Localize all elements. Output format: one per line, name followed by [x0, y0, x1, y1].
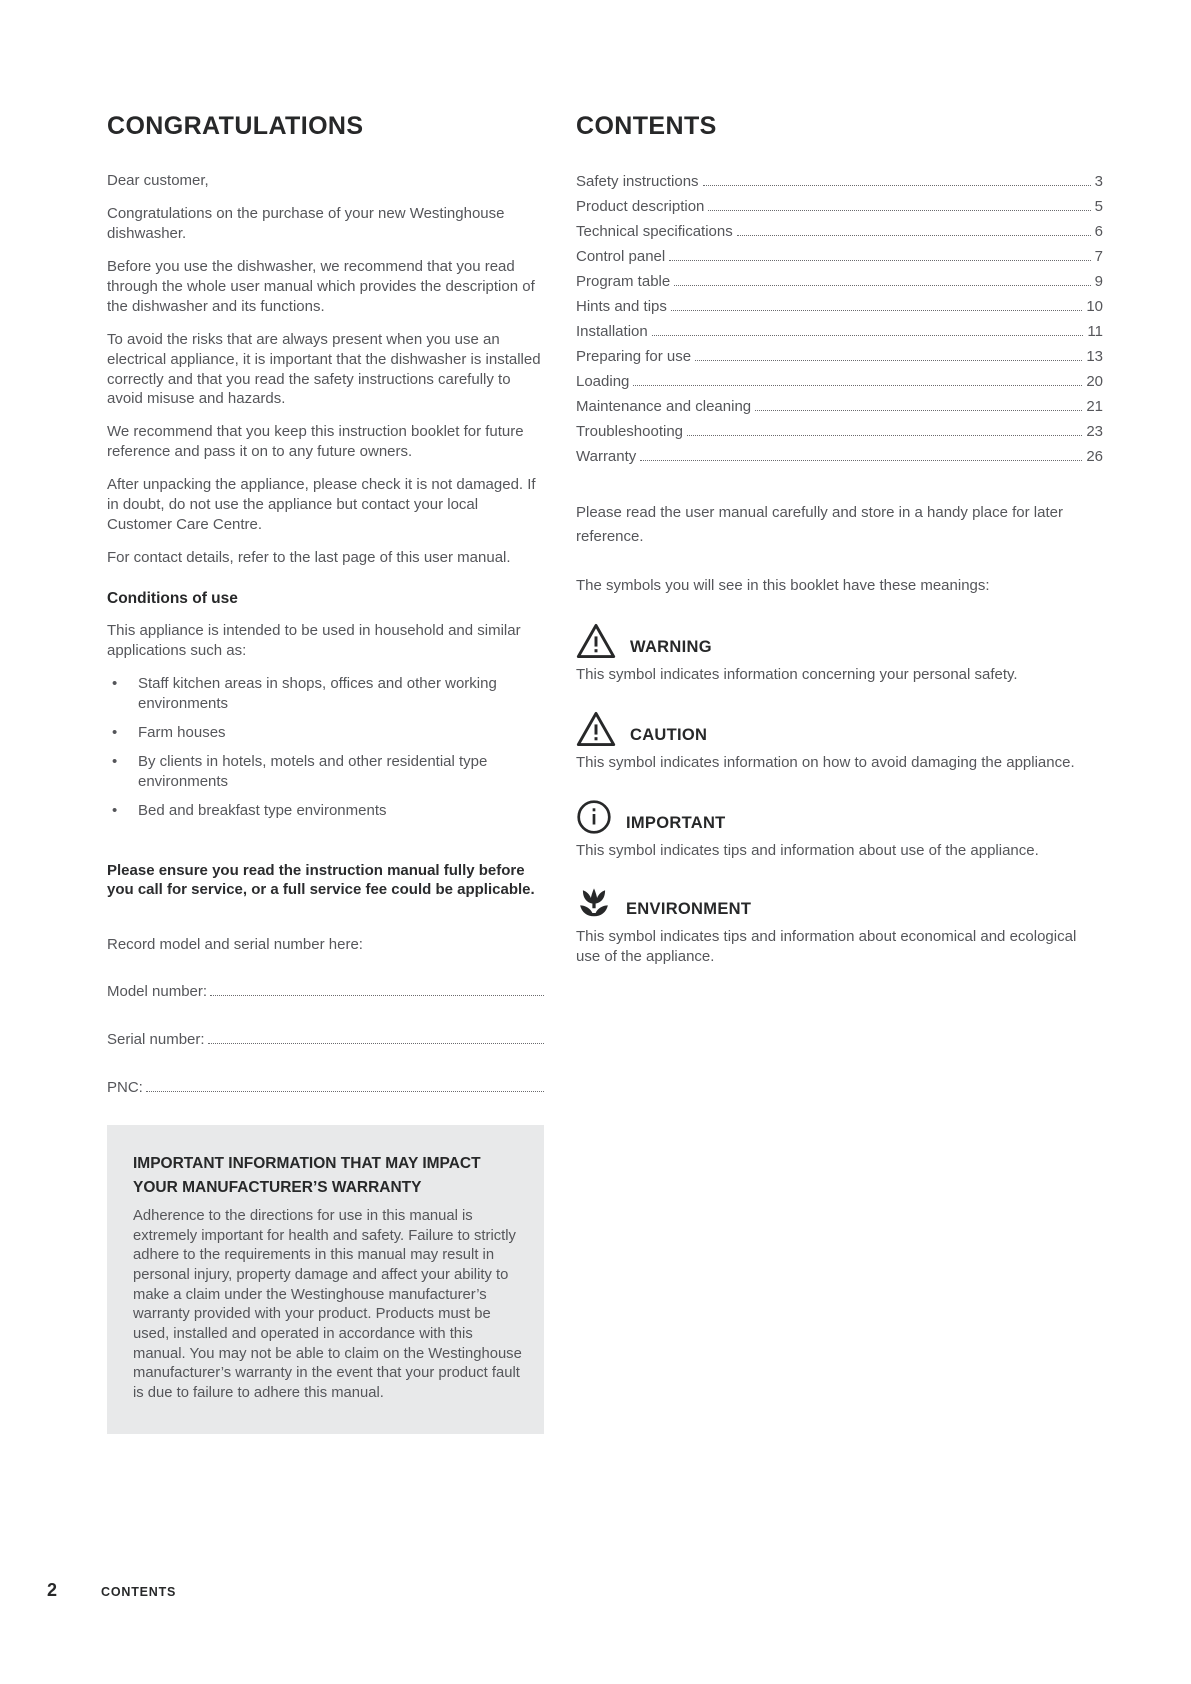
toc-entry-page: 11	[1087, 323, 1103, 340]
toc-leader-dots	[708, 196, 1090, 211]
toc-entry-page: 26	[1086, 448, 1103, 465]
contents-title: CONTENTS	[576, 112, 717, 140]
conditions-bullet-list	[107, 674, 544, 821]
toc-leader-dots	[669, 246, 1090, 261]
record-intro: Record model and serial number here:	[107, 936, 363, 954]
paragraph: To avoid the risks that are always present when you use an electrical appliance, it is important that the dishwasher is installed correctly and that you read the safety instructions carefully to avoid misuse and hazards.	[107, 330, 541, 408]
toc-leader-dots	[652, 321, 1084, 336]
environment-symbol-block	[576, 887, 1103, 967]
pnc-label: PNC:	[107, 1079, 143, 1097]
important-symbol-head	[576, 799, 1103, 835]
dotted-fill-line	[208, 1029, 544, 1044]
warning-triangle-icon	[576, 623, 616, 659]
toc-entry-page: 10	[1086, 298, 1103, 315]
bullet-icon	[107, 723, 138, 743]
paragraph: Congratulations on the purchase of your new Westinghouse dishwasher.	[107, 204, 505, 242]
paragraph: We recommend that you keep this instruction booklet for future reference and pass it on to any future owners.	[107, 423, 524, 461]
info-circle-icon	[576, 799, 612, 835]
read-manual-note: Please read the user manual carefully and store in a handy place for later reference.	[576, 504, 1063, 545]
toc-entry-page: 6	[1094, 223, 1103, 240]
toc-entry-label: Warranty	[576, 448, 637, 465]
symbol-description: This symbol indicates tips and information about economical and ecological use of the appliance.	[576, 927, 1077, 965]
table-of-contents	[576, 171, 1103, 471]
list-item-text: Farm houses	[138, 723, 226, 741]
caution-symbol-head	[576, 711, 1103, 747]
page-footer	[47, 1580, 176, 1601]
toc-entry	[576, 171, 1103, 196]
serial-number-label: Serial number:	[107, 1031, 205, 1049]
serial-number-field	[107, 1029, 544, 1048]
toc-entry-page: 23	[1086, 423, 1103, 440]
list-item-text: Staff kitchen areas in shops, offices and other working environments	[138, 674, 497, 712]
toc-leader-dots	[671, 296, 1082, 311]
toc-entry-label: Hints and tips	[576, 298, 667, 315]
symbol-name: IMPORTANT	[626, 813, 726, 832]
toc-leader-dots	[737, 221, 1091, 236]
toc-entry-label: Safety instructions	[576, 173, 699, 190]
toc-entry	[576, 246, 1103, 271]
toc-entry-label: Program table	[576, 273, 671, 290]
list-item-text: By clients in hotels, motels and other residential type environments	[138, 752, 488, 790]
warranty-box-body: Adherence to the directions for use in this manual is extremely important for health and safety. Failure to strictly adhere to the requirements in this manual may result in personal injury, property damage and affect your ability to make a claim under the Westinghouse manufacturer’s warranty provided with your product. Products must be used, installed and operated in accordance with this manual. You may not be able to claim on the Westinghouse manufacturer’s warranty in the event that your product fault is due to failure to adhere this manual.	[133, 1207, 522, 1401]
dotted-fill-line	[146, 1077, 544, 1092]
warning-symbol-block	[576, 623, 1103, 685]
toc-leader-dots	[755, 396, 1082, 411]
toc-entry	[576, 396, 1103, 421]
toc-entry-page: 21	[1086, 398, 1103, 415]
toc-leader-dots	[703, 171, 1091, 186]
congratulations-title: CONGRATULATIONS	[107, 112, 364, 140]
list-item-text: Bed and breakfast type environments	[138, 801, 387, 819]
toc-entry	[576, 271, 1103, 296]
toc-entry	[576, 221, 1103, 246]
list-item	[107, 723, 544, 743]
bullet-icon	[107, 674, 138, 714]
bullet-icon	[107, 752, 138, 792]
toc-leader-dots	[640, 446, 1082, 461]
toc-entry-label: Troubleshooting	[576, 423, 684, 440]
left-column	[107, 112, 544, 1434]
symbols-intro-note: The symbols you will see in this booklet have these meanings:	[576, 577, 990, 594]
toc-entry-label: Loading	[576, 373, 630, 390]
list-item	[107, 801, 544, 821]
symbol-description: This symbol indicates tips and information about use of the appliance.	[576, 841, 1039, 859]
warning-symbol-head	[576, 623, 1103, 659]
toc-leader-dots	[687, 421, 1082, 436]
toc-entry-label: Preparing for use	[576, 348, 692, 365]
paragraph: For contact details, refer to the last page of this user manual.	[107, 549, 511, 567]
symbol-name: CAUTION	[630, 725, 708, 744]
list-item	[107, 752, 544, 792]
paragraph: Before you use the dishwasher, we recommend that you read through the whole user manual which provides the description of the dishwasher and its functions.	[107, 257, 535, 315]
toc-entry	[576, 371, 1103, 396]
toc-entry	[576, 296, 1103, 321]
conditions-of-use-heading: Conditions of use	[107, 590, 238, 607]
caution-symbol-block	[576, 711, 1103, 773]
toc-leader-dots	[674, 271, 1090, 286]
toc-entry-label: Technical specifications	[576, 223, 733, 240]
service-notice: Please ensure you read the instruction manual fully before you call for service, or a full service fee could be applicable.	[107, 861, 535, 899]
important-symbol-block	[576, 799, 1103, 861]
toc-entry	[576, 446, 1103, 471]
bullet-icon	[107, 801, 138, 821]
symbol-name: ENVIRONMENT	[626, 899, 752, 918]
warranty-info-box	[107, 1125, 544, 1433]
toc-entry-label: Product description	[576, 198, 705, 215]
toc-entry-label: Control panel	[576, 248, 666, 265]
toc-entry-page: 3	[1094, 173, 1103, 190]
toc-leader-dots	[633, 371, 1082, 386]
paragraph: After unpacking the appliance, please check it is not damaged. If in doubt, do not use the appliance but contact your local Customer Care Centre.	[107, 476, 536, 534]
footer-page-number: 2	[47, 1580, 58, 1600]
pnc-field	[107, 1077, 544, 1096]
toc-entry	[576, 321, 1103, 346]
symbol-description: This symbol indicates information on how to avoid damaging the appliance.	[576, 753, 1075, 771]
model-number-label: Model number:	[107, 983, 208, 1001]
model-number-field	[107, 981, 544, 1000]
toc-entry-label: Maintenance and cleaning	[576, 398, 752, 415]
conditions-intro: This appliance is intended to be used in household and similar applications such as:	[107, 622, 521, 659]
environment-symbol-head	[576, 887, 1103, 921]
symbol-name: WARNING	[630, 637, 712, 656]
toc-entry-page: 5	[1094, 198, 1103, 215]
footer-section-label: CONTENTS	[101, 1585, 177, 1599]
paragraph: Dear customer,	[107, 172, 209, 189]
toc-entry-page: 13	[1086, 348, 1103, 365]
environment-tulip-icon	[576, 887, 612, 921]
toc-entry-label: Installation	[576, 323, 648, 340]
toc-entry-page: 7	[1094, 248, 1103, 265]
symbol-description: This symbol indicates information concerning your personal safety.	[576, 665, 1018, 683]
dotted-fill-line	[210, 981, 544, 996]
warranty-box-title: IMPORTANT INFORMATION THAT MAY IMPACT YOUR MANUFACTURER’S WARRANTY	[133, 1155, 481, 1196]
toc-leader-dots	[695, 346, 1082, 361]
caution-triangle-icon	[576, 711, 616, 747]
list-item	[107, 674, 544, 714]
right-column	[576, 112, 1103, 1434]
toc-entry-page: 9	[1094, 273, 1103, 290]
toc-entry	[576, 346, 1103, 371]
toc-entry	[576, 421, 1103, 446]
toc-entry-page: 20	[1086, 373, 1103, 390]
toc-entry	[576, 196, 1103, 221]
